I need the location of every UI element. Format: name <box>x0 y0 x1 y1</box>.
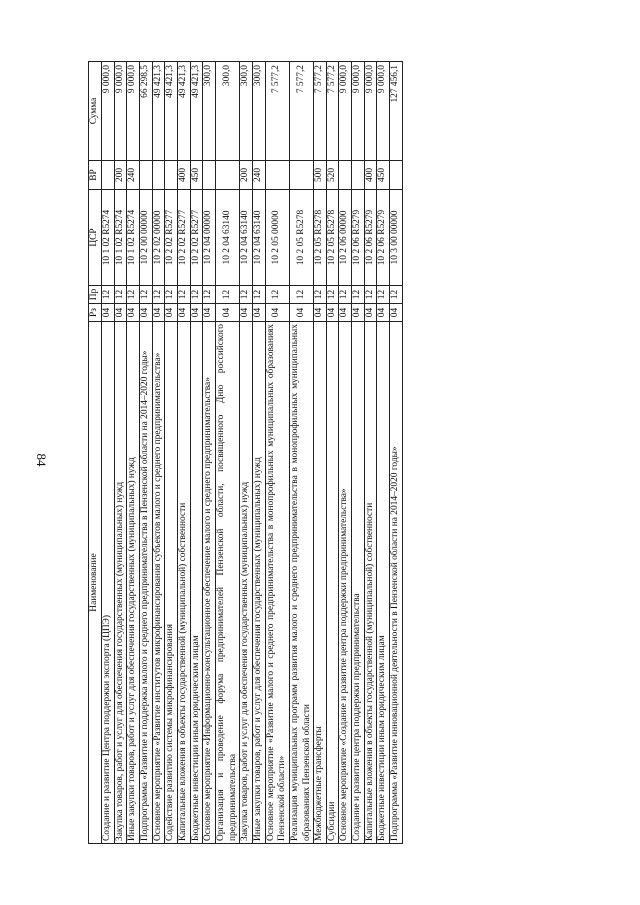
cell-sum: 7 577,2 <box>314 62 327 161</box>
table-row <box>190 62 203 844</box>
table-header-row <box>89 62 102 844</box>
cell-sum: 300,0 <box>203 62 216 161</box>
cell-pr: 12 <box>390 286 403 304</box>
table-row <box>289 62 313 844</box>
cell-rz: 04 <box>102 304 115 322</box>
cell-name: Организация и проведение форума предпринимателей Пензенской области, посвященного Дню российского предпринимательства <box>215 322 239 844</box>
cell-sum: 9 000,0 <box>352 62 365 161</box>
cell-rz: 04 <box>240 304 253 322</box>
cell-sum: 9 000,0 <box>364 62 377 161</box>
cell-name: Капитальные вложения в объекты государственной (муниципальной) собственности <box>177 322 190 844</box>
cell-name: Бюджетные инвестиции иным юридическим лицам <box>377 322 390 844</box>
cell-vr: 520 <box>326 161 339 190</box>
cell-csr: 10 2 04 63140 <box>252 190 265 286</box>
cell-rz: 04 <box>215 304 239 322</box>
cell-vr: 240 <box>127 161 140 190</box>
column-header-csr: ЦСР <box>89 190 102 286</box>
cell-vr: 450 <box>190 161 203 190</box>
table-row <box>314 62 327 844</box>
table-row <box>152 62 165 844</box>
table-row <box>390 62 403 844</box>
cell-name: Основное мероприятие «Информационно-консультационное обеспечение малого и среднего предпринимательства» <box>203 322 216 844</box>
cell-sum: 9 000,0 <box>102 62 115 161</box>
table-row <box>252 62 265 844</box>
cell-pr: 12 <box>203 286 216 304</box>
cell-csr: 10 1 02 R5274 <box>114 190 127 286</box>
cell-rz: 04 <box>326 304 339 322</box>
cell-csr: 10 1 02 R5274 <box>102 190 115 286</box>
cell-rz: 04 <box>114 304 127 322</box>
cell-sum: 9 000,0 <box>339 62 352 161</box>
cell-sum: 7 577,2 <box>265 62 289 161</box>
cell-sum: 49 421,3 <box>177 62 190 161</box>
cell-name: Создание и развитие Центра поддержки экспорта (ЦПЭ) <box>102 322 115 844</box>
column-header-pr: Пр <box>89 286 102 304</box>
cell-rz: 04 <box>352 304 365 322</box>
cell-name: Капитальные вложения в объекты государственной (муниципальной) собственности <box>364 322 377 844</box>
cell-pr: 12 <box>114 286 127 304</box>
cell-sum: 9 000,0 <box>114 62 127 161</box>
column-header-rz: Рз <box>89 304 102 322</box>
cell-pr: 12 <box>352 286 365 304</box>
cell-name: Основное мероприятие «Развитие институтов микрофинансирования субъектов малого и среднего предпринимательства» <box>152 322 165 844</box>
cell-sum: 49 421,3 <box>165 62 178 161</box>
page-number: 84 <box>34 453 49 467</box>
cell-pr: 12 <box>139 286 152 304</box>
cell-csr: 10 2 02 00000 <box>152 190 165 286</box>
cell-rz: 04 <box>165 304 178 322</box>
table-row <box>265 62 289 844</box>
cell-name: Подпрограмма «Развитие инновационной деятельности в Пензенской области на 2014–2020 годы» <box>390 322 403 844</box>
cell-vr <box>289 161 313 190</box>
cell-csr: 10 2 02 R5277 <box>165 190 178 286</box>
cell-name: Содействие развитию системы микрофинансирования <box>165 322 178 844</box>
cell-vr <box>102 161 115 190</box>
table-row <box>364 62 377 844</box>
cell-sum: 49 421,3 <box>190 62 203 161</box>
cell-rz: 04 <box>190 304 203 322</box>
cell-csr: 10 2 02 R5277 <box>190 190 203 286</box>
cell-name: Межбюджетные трансферты <box>314 322 327 844</box>
cell-sum: 300,0 <box>252 62 265 161</box>
cell-vr: 200 <box>114 161 127 190</box>
table-row <box>326 62 339 844</box>
cell-vr: 240 <box>252 161 265 190</box>
cell-rz: 04 <box>265 304 289 322</box>
cell-vr <box>390 161 403 190</box>
cell-csr: 10 2 05 R5278 <box>314 190 327 286</box>
cell-rz: 04 <box>390 304 403 322</box>
cell-csr: 10 2 06 R5279 <box>364 190 377 286</box>
column-header-vr: ВР <box>89 161 102 190</box>
cell-pr: 12 <box>326 286 339 304</box>
cell-name: Иные закупки товаров, работ и услуг для обеспечения государственных (муниципальных) нужд <box>252 322 265 844</box>
cell-pr: 12 <box>102 286 115 304</box>
cell-pr: 12 <box>364 286 377 304</box>
cell-name: Бюджетные инвестиции иным юридическим лицам <box>190 322 203 844</box>
cell-csr: 10 2 05 R5278 <box>289 190 313 286</box>
cell-name: Основное мероприятие «Развитие малого и среднего предпринимательства в монопрофильных муниципальных образованиях Пензенской области» <box>265 322 289 844</box>
cell-vr <box>352 161 365 190</box>
cell-csr: 10 2 04 63140 <box>240 190 253 286</box>
cell-csr: 10 2 05 R5278 <box>326 190 339 286</box>
cell-pr: 12 <box>240 286 253 304</box>
cell-csr: 10 2 04 63140 <box>215 190 239 286</box>
cell-pr: 12 <box>252 286 265 304</box>
table-row <box>377 62 390 844</box>
table-row <box>127 62 140 844</box>
cell-name: Создание и развитие центра поддержки предпринимательства <box>352 322 365 844</box>
cell-sum: 9 000,0 <box>127 62 140 161</box>
cell-pr: 12 <box>314 286 327 304</box>
cell-vr: 450 <box>377 161 390 190</box>
cell-pr: 12 <box>177 286 190 304</box>
cell-sum: 66 298,5 <box>139 62 152 161</box>
cell-name: Иные закупки товаров, работ и услуг для обеспечения государственных (муниципальных) нужд <box>127 322 140 844</box>
cell-name: Закупка товаров, работ и услуг для обеспечения государственных (муниципальных) нужд <box>240 322 253 844</box>
cell-name: Закупка товаров, работ и услуг для обеспечения государственных (муниципальных) нужд <box>114 322 127 844</box>
cell-rz: 04 <box>127 304 140 322</box>
cell-csr: 10 2 06 R5279 <box>352 190 365 286</box>
cell-name: Субсидии <box>326 322 339 844</box>
cell-csr: 10 2 02 R5277 <box>177 190 190 286</box>
cell-vr <box>165 161 178 190</box>
cell-rz: 04 <box>364 304 377 322</box>
cell-csr: 10 2 04 00000 <box>203 190 216 286</box>
cell-sum: 9 000,0 <box>377 62 390 161</box>
cell-csr: 10 1 02 R5274 <box>127 190 140 286</box>
column-header-sum: Сумма <box>89 62 102 161</box>
cell-vr: 500 <box>314 161 327 190</box>
table-row <box>139 62 152 844</box>
cell-sum: 49 421,3 <box>152 62 165 161</box>
table-row <box>114 62 127 844</box>
table-row <box>102 62 115 844</box>
cell-csr: 10 2 06 R5279 <box>377 190 390 286</box>
column-header-name: Наименование <box>89 322 102 844</box>
cell-pr: 12 <box>152 286 165 304</box>
cell-vr: 200 <box>240 161 253 190</box>
cell-vr <box>139 161 152 190</box>
cell-pr: 12 <box>190 286 203 304</box>
cell-vr <box>152 161 165 190</box>
cell-pr: 12 <box>377 286 390 304</box>
cell-rz: 04 <box>339 304 352 322</box>
cell-sum: 7 577,2 <box>326 62 339 161</box>
cell-csr: 10 2 00 00000 <box>139 190 152 286</box>
cell-csr: 10 2 06 00000 <box>339 190 352 286</box>
cell-pr: 12 <box>265 286 289 304</box>
cell-sum: 7 577,2 <box>289 62 313 161</box>
cell-rz: 04 <box>152 304 165 322</box>
table-row <box>352 62 365 844</box>
cell-rz: 04 <box>289 304 313 322</box>
cell-pr: 12 <box>215 286 239 304</box>
table-row <box>215 62 239 844</box>
cell-vr <box>265 161 289 190</box>
cell-sum: 300,0 <box>215 62 239 161</box>
cell-rz: 04 <box>377 304 390 322</box>
cell-vr <box>203 161 216 190</box>
cell-rz: 04 <box>314 304 327 322</box>
rotated-page-content <box>88 62 558 844</box>
table-row <box>165 62 178 844</box>
cell-sum: 300,0 <box>240 62 253 161</box>
cell-vr: 400 <box>177 161 190 190</box>
cell-rz: 04 <box>203 304 216 322</box>
budget-table <box>88 61 403 844</box>
cell-pr: 12 <box>339 286 352 304</box>
table-row <box>240 62 253 844</box>
cell-vr: 400 <box>364 161 377 190</box>
table-row <box>177 62 190 844</box>
cell-pr: 12 <box>289 286 313 304</box>
cell-csr: 10 3 00 00000 <box>390 190 403 286</box>
cell-vr <box>339 161 352 190</box>
cell-rz: 04 <box>252 304 265 322</box>
cell-vr <box>215 161 239 190</box>
cell-rz: 04 <box>139 304 152 322</box>
cell-csr: 10 2 05 00000 <box>265 190 289 286</box>
table-row <box>203 62 216 844</box>
cell-name: Подпрограмма «Развитие и поддержка малого и среднего предпринимательства в Пензенской области на 2014–2020 годы» <box>139 322 152 844</box>
cell-name: Реализация муниципальных программ развития малого и среднего предпринимательства в монопрофильных муниципальных образованиях Пензенской области <box>289 322 313 844</box>
table-row <box>339 62 352 844</box>
cell-pr: 12 <box>127 286 140 304</box>
table-body <box>102 62 403 844</box>
cell-sum: 127 456,1 <box>390 62 403 161</box>
cell-rz: 04 <box>177 304 190 322</box>
cell-pr: 12 <box>165 286 178 304</box>
cell-name: Основное мероприятие «Создание и развитие центра поддержки предпринимательства» <box>339 322 352 844</box>
